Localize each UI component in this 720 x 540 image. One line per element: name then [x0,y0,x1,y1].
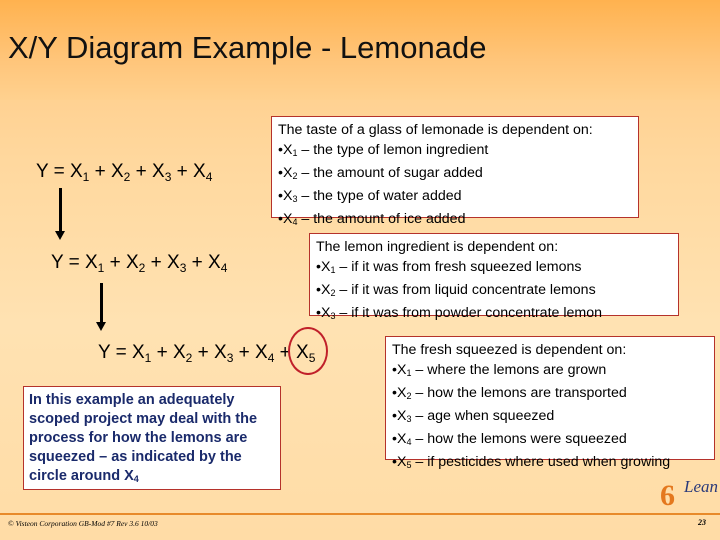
box-heading: The taste of a glass of lemonade is dependent on: [278,122,593,138]
dependency-box-lemon-ingredient [309,233,679,321]
title-bar [0,0,720,100]
highlight-circle [288,327,328,375]
six-lean-logo [650,473,720,515]
list-item: $•X_4$ – how the lemons were squeezed [392,431,627,447]
list-item: $•X_3$ – the type of water added [278,188,462,204]
list-item: $•X_2$ – if it was from liquid concentrate lemons [316,282,596,298]
list-item: $•X_4$ – the amount of ice added [278,211,466,227]
scope-note: In this example an adequately scoped project may deal with the process for how the lemons are squeezed – as indicated by the circle around $X_4$ [23,386,281,490]
slide-title: X/Y Diagram Example - Lemonade [8,30,487,65]
footer-divider [0,513,720,515]
box-heading: The lemon ingredient is dependent on: [316,239,559,255]
list-item: $•X_2$ – how the lemons are transported [392,385,627,401]
list-item: $•X_1$ – where the lemons are grown [392,362,607,378]
logo-six: 6 [660,479,675,512]
equation-2: $Y = X_1 + X_2 + X_3 + X_4$ [51,252,228,275]
dependency-box-fresh-squeezed [385,336,715,470]
list-item: $•X_3$ – if it was from powder concentrate lemon [316,305,602,321]
list-item: $•X_2$ – the amount of sugar added [278,165,483,181]
arrow-down-1 [59,188,62,232]
logo-lean: Lean [684,477,718,496]
list-item: $•X_1$ – if it was from fresh squeezed lemons [316,259,582,275]
page-number: 23 [698,518,706,527]
dependency-box-taste [271,116,639,227]
list-item: $•X_1$ – the type of lemon ingredient [278,142,489,158]
equation-3: $Y = X_1 + X_2 + X_3 + X_4 + X_5$ [98,342,316,365]
list-item: $•X_5$ – if pesticides where used when growing [392,454,671,470]
list-item: $•X_3$ – age when squeezed [392,408,555,424]
arrow-down-2 [100,283,103,323]
box-heading: The fresh squeezed is dependent on: [392,342,627,358]
equation-1: $Y = X_1 + X_2 + X_3 + X_4$ [36,161,213,184]
footer-copyright: © Visteon Corporation GB-Mod #7 Rev 3.6 10/03 [8,519,158,528]
